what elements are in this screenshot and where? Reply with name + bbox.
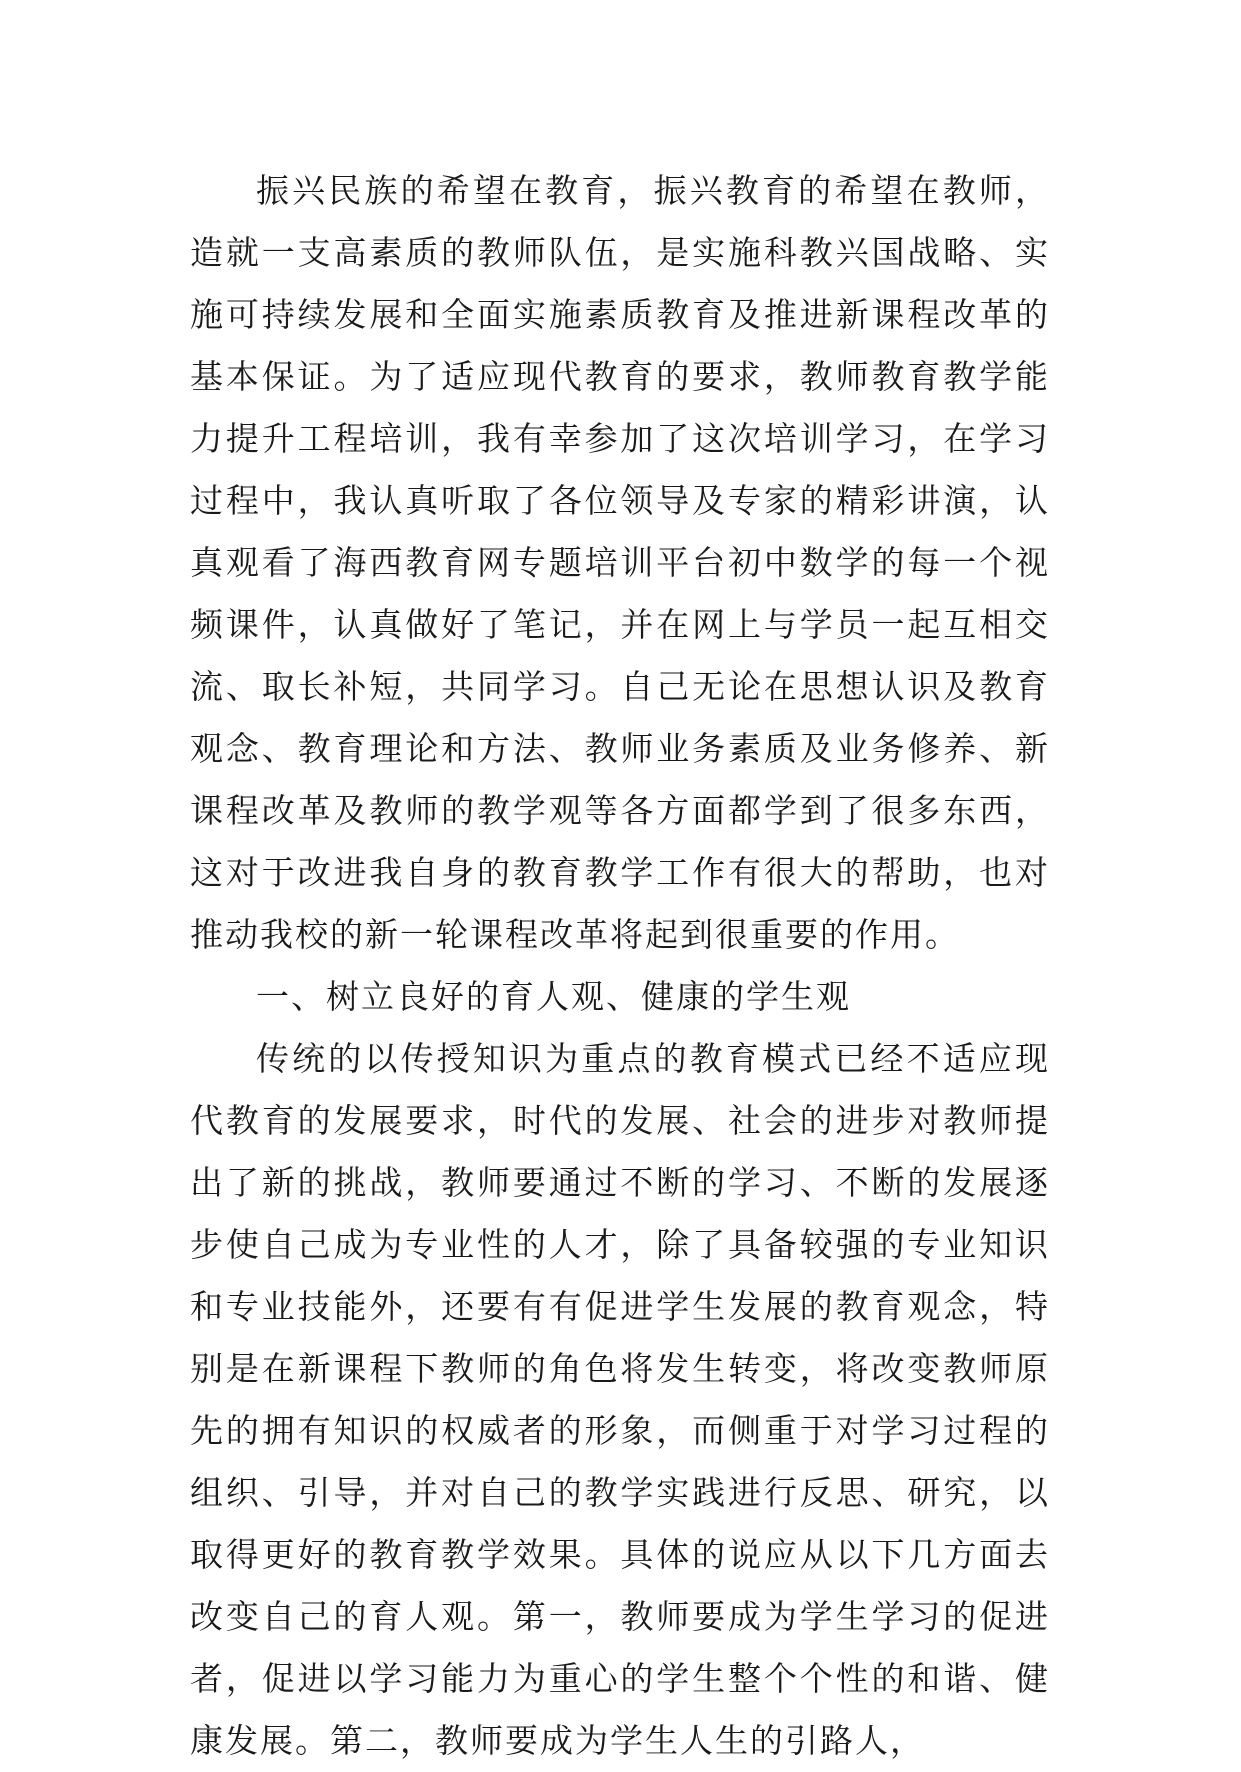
intro-paragraph: 振兴民族的希望在教育，振兴教育的希望在教师，造就一支高素质的教师队伍，是实施科教兴国战略、实施可持续发展和全面实施素质教育及推进新课程改革的基本保证。为了适应现代教育的要求，教师教育教学能力提升工程培训，我有幸参加了这次培训学习，在学习过程中，我认真听取了各位领导及专家的精彩讲演，认真观看了海西教育网专题培训平台初中数学的每一个视频课件，认真做好了笔记，并在网上与学员一起互相交流、取长补短，共同学习。自己无论在思想认识及教育观念、教育理论和方法、教师业务素质及业务修养、新课程改革及教师的教学观等各方面都学到了很多东西，这对于改进我自身的教育教学工作有很大的帮助，也对推动我校的新一轮课程改革将起到很重要的作用。	[190, 171, 1050, 954]
document-body	[190, 160, 1050, 1772]
section-heading: 一、树立良好的育人观、健康的学生观	[256, 977, 851, 1016]
body-paragraph: 传统的以传授知识为重点的教育模式已经不适应现代教育的发展要求，时代的发展、社会的进步对教师提出了新的挑战，教师要通过不断的学习、不断的发展逐步使自己成为专业性的人才，除了具备较强的专业知识和专业技能外，还要有有促进学生发展的教育观念，特别是在新课程下教师的角色将发生转变，将改变教师原先的拥有知识的权威者的形象，而侧重于对学习过程的组织、引导，并对自己的教学实践进行反思、研究，以取得更好的教育教学效果。具体的说应从以下几方面去改变自己的育人观。第一，教师要成为学生学习的促进者，促进以学习能力为重心的学生整个个性的和谐、健康发展。第二，教师要成为学生人生的引路人，	[190, 1039, 1050, 1760]
